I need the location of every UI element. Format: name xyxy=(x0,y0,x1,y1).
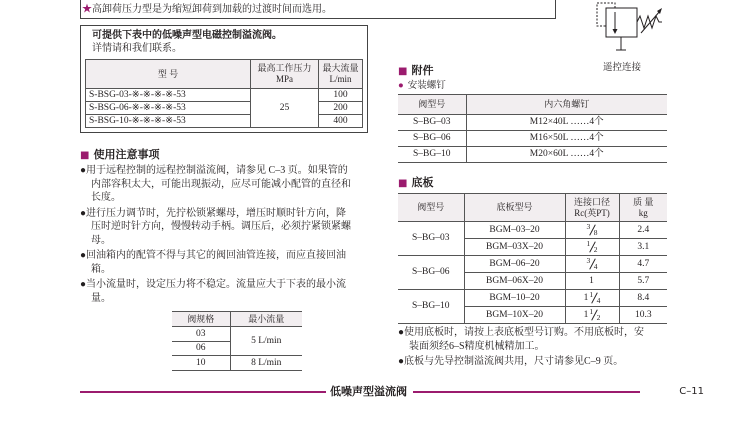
valve-model-cell: S–BG–03 xyxy=(398,115,466,131)
port-size-cell xyxy=(565,256,619,273)
footer-rule xyxy=(413,391,640,393)
socket-bolt-cell: M12×40L ……4个 xyxy=(466,115,667,131)
usage-notes-title: 使用注意事项 xyxy=(93,148,160,161)
port-fraction xyxy=(587,240,598,254)
port-whole: 1 xyxy=(583,310,589,321)
valve-model-header: 阀型号 xyxy=(398,95,466,115)
usage-note-item xyxy=(80,278,380,305)
square-marker-icon: ■ xyxy=(80,150,90,161)
model-availability-box xyxy=(80,25,368,133)
port-size-header-label: 连接口径 xyxy=(573,196,610,207)
square-marker-icon: ■ xyxy=(398,66,408,77)
note-line: ●用于远程控制的远程控制溢流阀，请参见 C–3 页。如果管的 xyxy=(80,165,348,176)
mounting-bolts-title: 安装螺钉 xyxy=(407,81,446,91)
subplate-model-cell: BGM–03–20 xyxy=(464,222,565,239)
note-line: ●当小流量时，设定压力将不稳定。流量应大于下表的最小流 xyxy=(80,279,347,290)
fraction-numerator: 1 xyxy=(586,239,591,248)
subplate-notes xyxy=(398,326,698,370)
min-flow-cell: 8 L/min xyxy=(230,356,302,371)
square-marker-icon: ■ xyxy=(398,178,408,189)
mass-cell: 5.7 xyxy=(619,273,667,290)
star-marker-icon: ★ xyxy=(82,4,92,15)
max-flow-header xyxy=(319,60,363,89)
port-size-header xyxy=(565,194,619,222)
port-fraction xyxy=(587,257,598,271)
mass-header xyxy=(619,194,667,222)
mounting-bolts-table xyxy=(398,94,667,163)
model-box-title: 可提供下表中的低噪声型电磁控制溢流阀。 xyxy=(92,30,282,41)
mass-cell: 4.7 xyxy=(619,256,667,273)
port-whole: 1 xyxy=(583,293,589,304)
usage-note-item xyxy=(80,249,380,276)
mass-cell: 3.1 xyxy=(619,239,667,256)
port-size-cell xyxy=(565,273,619,290)
footer-title: 低噪声型溢流阀 xyxy=(330,385,407,398)
min-flow-table xyxy=(172,311,302,371)
fraction-numerator: 1 xyxy=(589,307,594,316)
port-size-cell xyxy=(565,307,619,324)
valve-size-header: 阀规格 xyxy=(172,312,230,327)
subplate-model-cell: BGM–06X–20 xyxy=(464,273,565,290)
note-line: 装面须经6–S精度机械精加工。 xyxy=(409,341,545,352)
model-box-subtitle: 详情请和我们联系。 xyxy=(92,43,182,54)
mounting-bolts-subheading xyxy=(398,80,446,92)
note-line: 压时逆时针方向，慢慢转动手柄。调压后，必须拧紧锁紧螺 xyxy=(91,221,351,232)
note-line: 箱。 xyxy=(91,263,111,275)
max-pressure-cell: 25 xyxy=(251,89,319,128)
max-flow-cell: 200 xyxy=(319,102,363,115)
subplate-model-cell: BGM–06–20 xyxy=(464,256,565,273)
port-size-cell xyxy=(565,239,619,256)
port-fraction xyxy=(587,223,598,237)
fraction-denominator: 4 xyxy=(596,296,601,305)
fraction-denominator: 2 xyxy=(596,313,601,322)
usage-notes-list xyxy=(80,164,380,307)
accessories-title: 附件 xyxy=(411,64,434,77)
subplate-title: 底板 xyxy=(411,176,434,189)
valve-size-cell: 03 xyxy=(172,327,230,342)
subplate-note-item xyxy=(398,326,698,354)
usage-notes-heading xyxy=(80,148,159,163)
mass-cell: 2.4 xyxy=(619,222,667,239)
socket-bolt-cell: M16×50L ……4个 xyxy=(466,131,667,147)
subplate-note-item xyxy=(398,355,698,369)
note-line: ●底板与先导控制溢流阀共用，尺寸请参见C–9 页。 xyxy=(398,356,624,367)
note-line: ●回油箱内的配管不得与其它的阀回油管连接，而应直接回油 xyxy=(80,250,347,261)
model-cell: S-BSG-10-※-※-※-※-53 xyxy=(86,115,251,128)
valve-model-cell: S–BG–10 xyxy=(398,290,464,324)
max-flow-header-unit: L/min xyxy=(329,74,352,84)
subplate-model-cell: BGM–03X–20 xyxy=(464,239,565,256)
note-line: 母。 xyxy=(91,234,111,246)
relief-valve-symbol-icon xyxy=(585,0,675,58)
max-flow-header-label: 最大流量 xyxy=(322,63,359,73)
valve-model-cell: S–BG–10 xyxy=(398,147,466,163)
mass-cell: 8.4 xyxy=(619,290,667,307)
subplate-model-cell: BGM–10X–20 xyxy=(464,307,565,324)
mass-cell: 10.3 xyxy=(619,307,667,324)
model-header: 型 号 xyxy=(86,60,251,89)
port-size-cell xyxy=(565,290,619,307)
subplate-model-cell: BGM–10–20 xyxy=(464,290,565,307)
socket-bolt-cell: M20×60L ……4个 xyxy=(466,147,667,163)
usage-note-item xyxy=(80,207,380,248)
valve-model-cell: S–BG–06 xyxy=(398,256,464,290)
subplate-heading xyxy=(398,176,433,191)
socket-bolt-header: 内六角螺钉 xyxy=(466,95,667,115)
note-line: 长度。 xyxy=(91,192,121,203)
page-number: C–11 xyxy=(679,386,704,397)
model-table xyxy=(85,59,363,128)
fraction-numerator: 1 xyxy=(589,290,594,299)
fraction-denominator: 8 xyxy=(593,228,598,237)
note-line: ●进行压力调节时，先拧松锁紧螺母，增压时顺时针方向，降 xyxy=(80,207,347,219)
max-flow-cell: 100 xyxy=(319,89,363,102)
max-flow-cell: 400 xyxy=(319,115,363,128)
accessories-heading xyxy=(398,64,433,79)
mass-header-unit: kg xyxy=(638,207,648,218)
port-size-cell xyxy=(565,222,619,239)
valve-model-header: 阀型号 xyxy=(398,194,464,222)
mass-header-label: 质 量 xyxy=(633,196,654,207)
fraction-numerator: 3 xyxy=(586,256,591,265)
valve-model-cell: S–BG–03 xyxy=(398,222,464,256)
valve-size-cell: 10 xyxy=(172,356,230,371)
top-note-box xyxy=(80,0,556,19)
fraction-denominator: 2 xyxy=(593,245,598,254)
min-flow-cell: 5 L/min xyxy=(230,327,302,356)
port-size-header-unit: Rc(英PT) xyxy=(574,207,610,218)
model-cell: S-BSG-06-※-※-※-※-53 xyxy=(86,102,251,115)
fraction-denominator: 4 xyxy=(593,262,598,271)
usage-note-item xyxy=(80,164,380,205)
port-fraction xyxy=(589,308,600,322)
subplate-table xyxy=(398,193,667,324)
min-flow-header: 最小流量 xyxy=(230,312,302,327)
fraction-numerator: 3 xyxy=(586,222,591,231)
note-line: 量。 xyxy=(91,292,111,304)
max-pressure-header-unit: MPa xyxy=(275,74,293,84)
remote-control-symbol xyxy=(585,0,675,58)
valve-model-cell: S–BG–06 xyxy=(398,131,466,147)
max-pressure-header xyxy=(251,60,319,89)
subplate-model-header: 底板型号 xyxy=(464,194,565,222)
model-cell: S-BSG-03-※-※-※-※-53 xyxy=(86,89,251,102)
footer-rule xyxy=(80,391,326,393)
port-whole: 1 xyxy=(589,275,594,286)
valve-size-cell: 06 xyxy=(172,342,230,356)
max-pressure-header-label: 最高工作压力 xyxy=(257,63,312,73)
note-line: ●使用底板时，请按上表底板型号订购。不用底板时，安 xyxy=(398,327,645,338)
bullet-icon: ● xyxy=(398,81,404,91)
remote-connection-label: 遥控连接 xyxy=(603,63,642,73)
note-line: 内部容积太大，可能出现振动，应尽可能减小配管的直径和 xyxy=(91,178,351,190)
port-fraction xyxy=(589,291,600,305)
top-note-text: 高卸荷压力型是为缩短卸荷到加载的过渡时间而选用。 xyxy=(92,4,332,15)
